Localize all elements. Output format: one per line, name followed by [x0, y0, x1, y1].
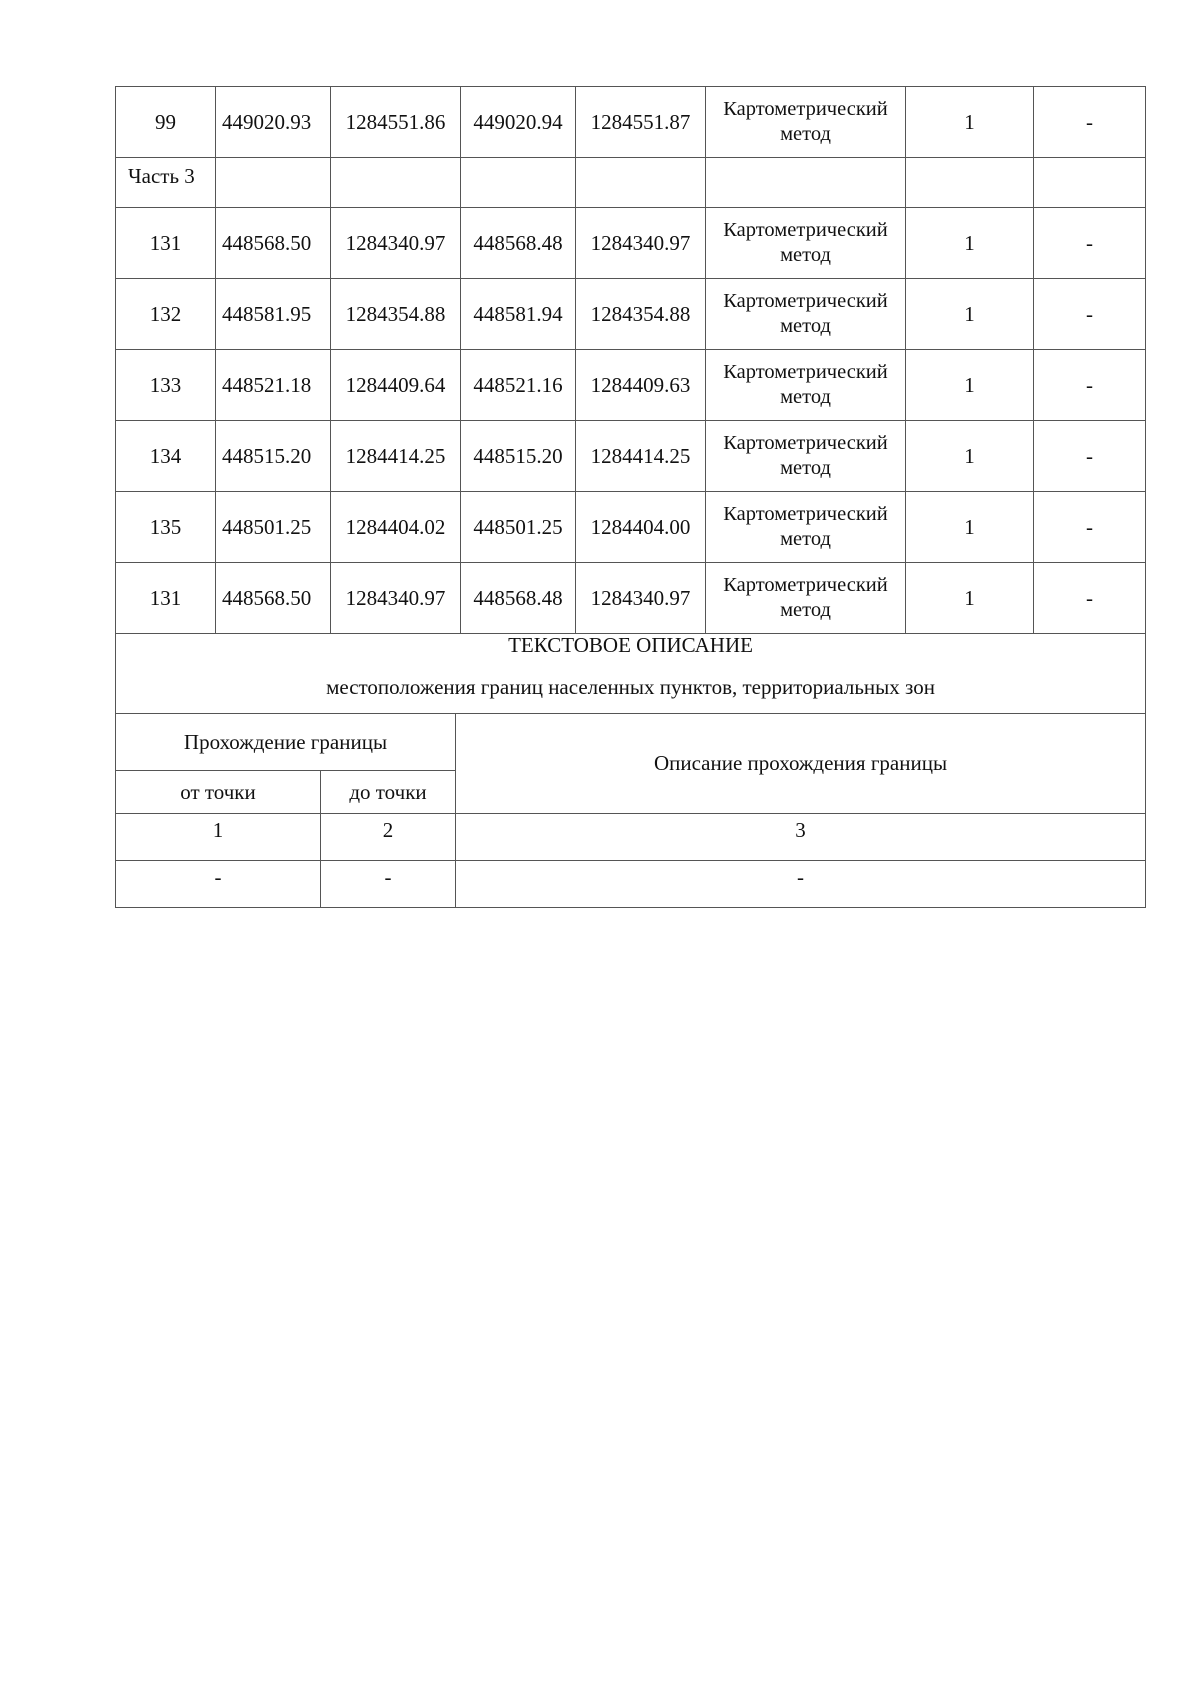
description-header [116, 623, 1146, 714]
point-number: 131 [116, 563, 216, 634]
point-number: 135 [116, 492, 216, 563]
accuracy-value: 1 [906, 421, 1034, 492]
x-coordinate-existing: 448568.50 [216, 563, 331, 634]
from-point-header: от точки [116, 771, 321, 814]
y-coordinate-new: 1284404.00 [576, 492, 706, 563]
y-coordinate-existing: 1284354.88 [331, 279, 461, 350]
coordinates-table [115, 86, 1146, 634]
x-coordinate-new: 448515.20 [461, 421, 576, 492]
accuracy-value: 1 [906, 279, 1034, 350]
point-description: - [1034, 87, 1146, 158]
empty-cell [461, 158, 576, 208]
empty-cell [706, 158, 906, 208]
empty-cell [1034, 158, 1146, 208]
empty-cell [216, 158, 331, 208]
table-row [116, 861, 1146, 908]
x-coordinate-new: 448568.48 [461, 563, 576, 634]
point-number: 133 [116, 350, 216, 421]
column-index: 3 [456, 814, 1146, 861]
accuracy-value: 1 [906, 87, 1034, 158]
determination-method: Картометрический метод [706, 279, 906, 350]
accuracy-value: 1 [906, 563, 1034, 634]
x-coordinate-new: 448581.94 [461, 279, 576, 350]
column-header-row [116, 714, 1146, 771]
x-coordinate-existing: 448521.18 [216, 350, 331, 421]
description-title: ТЕКСТОВОЕ ОПИСАНИЕ [508, 632, 753, 657]
x-coordinate-new: 449020.94 [461, 87, 576, 158]
x-coordinate-existing: 448501.25 [216, 492, 331, 563]
accuracy-value: 1 [906, 350, 1034, 421]
boundary-description-table [115, 623, 1146, 908]
passage-description-header: Описание прохождения границы [456, 714, 1146, 814]
part-label: Часть 3 [116, 158, 216, 208]
point-number: 134 [116, 421, 216, 492]
description-subtitle: местоположения границ населенных пунктов, территориальных зон [326, 675, 935, 699]
determination-method: Картометрический метод [706, 492, 906, 563]
x-coordinate-new: 448521.16 [461, 350, 576, 421]
y-coordinate-existing: 1284340.97 [331, 208, 461, 279]
x-coordinate-existing: 448515.20 [216, 421, 331, 492]
y-coordinate-existing: 1284414.25 [331, 421, 461, 492]
passage-description-value: - [456, 861, 1146, 908]
y-coordinate-existing: 1284340.97 [331, 563, 461, 634]
accuracy-value: 1 [906, 208, 1034, 279]
x-coordinate-new: 448501.25 [461, 492, 576, 563]
y-coordinate-new: 1284354.88 [576, 279, 706, 350]
point-description: - [1034, 350, 1146, 421]
determination-method: Картометрический метод [706, 421, 906, 492]
x-coordinate-new: 448568.48 [461, 208, 576, 279]
table-row [116, 492, 1146, 563]
column-index: 1 [116, 814, 321, 861]
table-row [116, 350, 1146, 421]
determination-method: Картометрический метод [706, 208, 906, 279]
determination-method: Картометрический метод [706, 87, 906, 158]
x-coordinate-existing: 448568.50 [216, 208, 331, 279]
y-coordinate-new: 1284551.87 [576, 87, 706, 158]
point-description: - [1034, 492, 1146, 563]
empty-cell [576, 158, 706, 208]
table-row [116, 279, 1146, 350]
y-coordinate-new: 1284340.97 [576, 208, 706, 279]
column-index: 2 [321, 814, 456, 861]
description-header-row [116, 623, 1146, 714]
point-description: - [1034, 208, 1146, 279]
from-point-value: - [116, 861, 321, 908]
y-coordinate-new: 1284409.63 [576, 350, 706, 421]
accuracy-value: 1 [906, 492, 1034, 563]
table-row [116, 421, 1146, 492]
y-coordinate-new: 1284414.25 [576, 421, 706, 492]
table-row [116, 208, 1146, 279]
y-coordinate-existing: 1284404.02 [331, 492, 461, 563]
y-coordinate-existing: 1284551.86 [331, 87, 461, 158]
point-number: 99 [116, 87, 216, 158]
determination-method: Картометрический метод [706, 563, 906, 634]
y-coordinate-existing: 1284409.64 [331, 350, 461, 421]
part-header-row [116, 158, 1146, 208]
x-coordinate-existing: 449020.93 [216, 87, 331, 158]
determination-method: Картометрический метод [706, 350, 906, 421]
point-description: - [1034, 279, 1146, 350]
passage-header: Прохождение границы [116, 714, 456, 771]
to-point-value: - [321, 861, 456, 908]
point-description: - [1034, 563, 1146, 634]
column-index-row [116, 814, 1146, 861]
coordinates-table-body [116, 87, 1146, 634]
table-row [116, 87, 1146, 158]
x-coordinate-existing: 448581.95 [216, 279, 331, 350]
y-coordinate-new: 1284340.97 [576, 563, 706, 634]
empty-cell [906, 158, 1034, 208]
point-description: - [1034, 421, 1146, 492]
to-point-header: до точки [321, 771, 456, 814]
point-number: 132 [116, 279, 216, 350]
point-number: 131 [116, 208, 216, 279]
empty-cell [331, 158, 461, 208]
